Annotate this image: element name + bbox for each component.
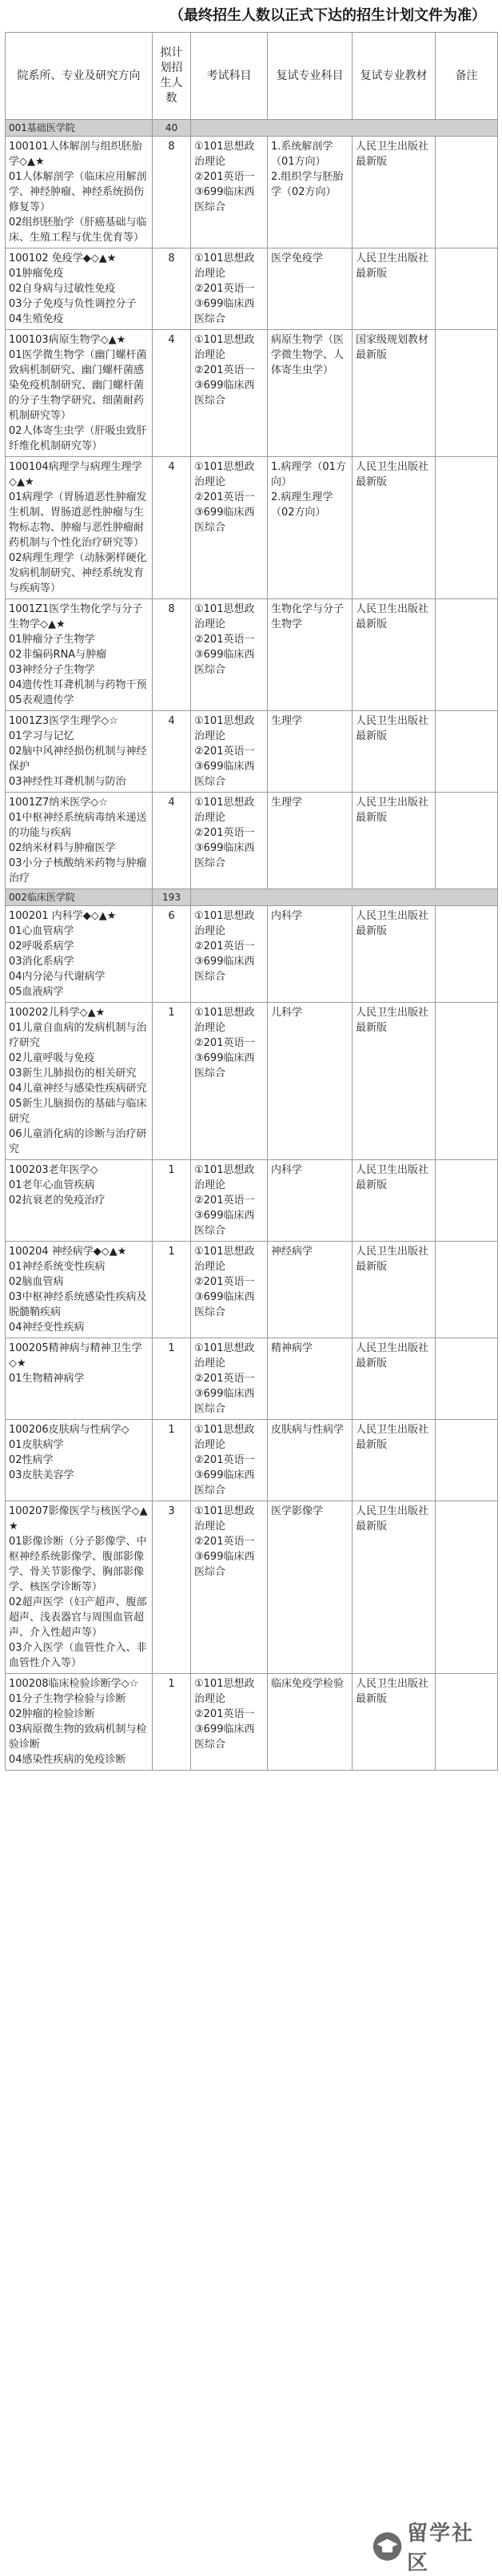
plan-cell: 1 [153,1003,191,1160]
direction-cell-line: 03小分子核酸纳米药物与肿瘤治疗 [9,857,147,885]
exam-cell [191,711,268,793]
direction-cell-line: 04神经变性疾病 [9,1322,85,1334]
direction-cell-line: 01生物精神病学 [9,1373,85,1385]
exam-cell-line: ②201英语一 [194,827,255,839]
retest-cell [268,248,353,330]
direction-cell-line: 01心血管病学 [9,925,74,937]
retest-cell-line: 医学免疫学 [271,252,324,264]
exam-cell-line: ③699临床西医综合 [194,298,255,325]
direction-cell-line: 04感染性疾病的免疫诊断 [9,1754,126,1766]
direction-cell [6,1674,153,1771]
header-plan: 拟计划招生人数 [153,33,191,120]
exam-cell-line: ③699临床西医综合 [194,649,255,676]
direction-cell-line: 01中枢神经系统病毒纳米递送的功能与疾病 [9,812,147,839]
exam-cell [191,793,268,889]
retest-cell-line: 儿科学 [271,1007,303,1019]
remarks-cell [436,330,498,457]
exam-cell [191,1420,268,1501]
exam-cell-line: ①101思想政治理论 [194,603,255,630]
direction-cell-line: 02性病学 [9,1454,54,1466]
header-remarks: 备注 [436,33,498,120]
exam-cell-line: ①101思想政治理论 [194,1342,255,1369]
direction-cell-line: 1001Z7纳米医学◇☆ [9,797,108,809]
exam-cell-line: ①101思想政治理论 [194,1678,255,1705]
exam-cell [191,248,268,330]
exam-cell-line: ③699临床西医综合 [194,1551,255,1578]
retest-cell-line: 皮肤病与性病学 [271,1424,345,1436]
plan-cell: 1 [153,1160,191,1242]
major-row [6,1338,498,1420]
direction-cell-line: 05表观遗传学 [9,694,74,706]
direction-cell-line: 03介入医学（血管性介入、非血管性介入等） [9,1642,147,1669]
watermark-text: 留学社区 [407,2522,475,2575]
watermark [371,2522,491,2575]
major-row [6,711,498,793]
exam-cell-line: ③699临床西医综合 [194,507,255,534]
notice-text: （最终招生人数以正式下达的招生计划文件为准） [169,7,486,24]
direction-cell-line: 01医学微生物学（幽门螺杆菌致病机制研究、幽门螺杆菌感染免疫机制研究、幽门螺杆菌的分子生物学研究、细菌耐药机制研究等） [9,349,147,422]
direction-cell-line: 01分子生物学检验与诊断 [9,1693,126,1705]
remarks-cell [436,248,498,330]
direction-cell-line: 03新生儿肺损伤的相关研究 [9,1067,137,1079]
plan-cell: 4 [153,330,191,457]
retest-cell [268,1674,353,1771]
exam-cell-line: ③699临床西医综合 [194,1388,255,1415]
header-retest: 复试专业科目 [268,33,353,120]
direction-cell [6,599,153,711]
exam-cell-line: ①101思想政治理论 [194,461,255,488]
retest-cell [268,330,353,457]
direction-cell [6,330,153,457]
exam-cell [191,137,268,248]
exam-cell-line: ③699临床西医综合 [194,1723,255,1751]
textbook-cell: 国家级规划教材最新版 [353,330,436,457]
direction-cell [6,1160,153,1242]
exam-cell-line: ①101思想政治理论 [194,1007,255,1034]
textbook-cell: 人民卫生出版社最新版 [353,248,436,330]
textbook-cell: 人民卫生出版社最新版 [353,1420,436,1501]
plan-cell: 1 [153,1420,191,1501]
direction-cell [6,1003,153,1160]
retest-cell-line: 2.组织学与胚胎学（02方向） [271,171,344,198]
college-name: 001基础医学院 [6,120,153,137]
plan-cell: 1 [153,1674,191,1771]
major-row [6,906,498,1003]
direction-cell [6,1338,153,1420]
remarks-cell [436,1003,498,1160]
plan-cell: 8 [153,599,191,711]
remarks-cell [436,1674,498,1771]
direction-cell-line: 06儿童消化病的诊断与治疗研究 [9,1128,147,1155]
exam-cell-line: ②201英语一 [194,1037,255,1049]
exam-cell [191,1501,268,1674]
direction-cell-line: 02组织胚胎学（肝癌基础与临床、生殖工程与优生优育等） [9,217,147,244]
retest-cell-line: 1.系统解剖学（01方向） [271,141,333,168]
direction-cell-line: 100201 内科学◆◇▲★ [9,910,117,922]
retest-cell [268,1160,353,1242]
plan-cell: 3 [153,1501,191,1674]
direction-cell-line: 100101人体解剖与组织胚胎学◇▲★ [9,141,142,168]
admission-table [5,32,498,1771]
direction-cell-line: 03病原微生物的致病机制与检验诊断 [9,1723,147,1751]
exam-cell-line: ②201英语一 [194,1276,255,1288]
exam-cell-line: ②201英语一 [194,1454,255,1466]
direction-cell-line: 02儿童呼吸与免疫 [9,1052,95,1064]
exam-cell [191,1338,268,1420]
retest-cell-line: 临床免疫学检验 [271,1678,345,1690]
plan-cell: 1 [153,1242,191,1338]
retest-cell-line: 神经病学 [271,1246,313,1258]
retest-cell-line: 内科学 [271,1164,303,1176]
direction-cell [6,906,153,1003]
retest-cell [268,793,353,889]
direction-cell-line: 02非编码RNA与肿瘤 [9,649,107,661]
direction-cell-line: 01肿瘤免疫 [9,268,64,280]
textbook-cell: 人民卫生出版社最新版 [353,1501,436,1674]
direction-cell-line: 100207影像医学与核医学◇▲★ [9,1505,148,1532]
major-row [6,793,498,889]
retest-cell [268,1338,353,1420]
retest-cell [268,906,353,1003]
exam-cell-line: ②201英语一 [194,1708,255,1720]
exam-cell [191,457,268,599]
direction-cell-line: 01皮肤病学 [9,1439,64,1451]
exam-cell-line: ①101思想政治理论 [194,334,255,361]
direction-cell-line: 01学习与记忆 [9,730,74,742]
direction-cell-line: 100104病理学与病理生理学◇▲★ [9,461,142,488]
direction-cell-line: 02肿瘤的检验诊断 [9,1708,95,1720]
exam-cell-line: ②201英语一 [194,283,255,295]
exam-cell-line: ②201英语一 [194,1373,255,1385]
direction-cell-line: 100102 免疫学◆◇▲★ [9,252,117,264]
direction-cell-line: 100204 神经病学◆◇▲★ [9,1246,127,1258]
direction-cell [6,1501,153,1674]
direction-cell-line: 02纳米材料与肿瘤医学 [9,842,116,854]
direction-cell-line: 05血液病学 [9,986,64,998]
college-plan: 40 [153,120,191,137]
major-row [6,1674,498,1771]
exam-cell-line: ②201英语一 [194,940,255,952]
major-row [6,1501,498,1674]
major-row [6,1420,498,1501]
exam-cell-line: ②201英语一 [194,1195,255,1207]
textbook-cell: 人民卫生出版社最新版 [353,1160,436,1242]
direction-cell-line: 03神经性耳聋机制与防治 [9,776,126,788]
remarks-cell [436,1242,498,1338]
direction-cell-line: 01肿瘤分子生物学 [9,634,95,646]
direction-cell-line: 02脑中风神经损伤机制与神经保护 [9,745,147,773]
retest-cell-line: 病原生物学（医学微生物学、人体寄生虫学） [271,334,345,376]
direction-cell-line: 100208临床检验诊断学◇☆ [9,1678,139,1690]
direction-cell-line: 100203老年医学◇ [9,1164,98,1176]
direction-cell-line: 02抗衰老的免疫治疗 [9,1195,106,1207]
exam-cell [191,906,268,1003]
textbook-cell: 人民卫生出版社最新版 [353,1242,436,1338]
exam-cell-line: ②201英语一 [194,171,255,183]
remarks-cell [436,457,498,599]
remarks-cell [436,793,498,889]
exam-cell-line: ③699临床西医综合 [194,1291,255,1318]
exam-cell-line: ①101思想政治理论 [194,141,255,168]
direction-cell [6,1242,153,1338]
major-row [6,1003,498,1160]
major-row [6,457,498,599]
cap-logo-icon [371,2529,404,2564]
remarks-cell [436,1501,498,1674]
major-row [6,330,498,457]
direction-cell [6,137,153,248]
textbook-cell: 人民卫生出版社最新版 [353,793,436,889]
direction-cell [6,711,153,793]
remarks-cell [436,1338,498,1420]
textbook-cell: 人民卫生出版社最新版 [353,457,436,599]
direction-cell-line: 04内分泌与代谢病学 [9,971,106,983]
plan-cell: 6 [153,906,191,1003]
exam-cell-line: ②201英语一 [194,1536,255,1548]
direction-cell-line: 100205精神病与精神卫生学◇★ [9,1342,142,1369]
textbook-cell: 人民卫生出版社最新版 [353,1338,436,1420]
direction-cell-line: 03中枢神经系统感染性疾病及脱髓鞘疾病 [9,1291,147,1318]
textbook-cell: 人民卫生出版社最新版 [353,137,436,248]
exam-cell-line: ③699临床西医综合 [194,761,255,788]
retest-cell [268,1242,353,1338]
plan-cell: 4 [153,711,191,793]
direction-cell-line: 100103病原生物学◇▲★ [9,334,126,346]
exam-cell [191,330,268,457]
direction-cell-line: 01影像诊断（分子影像学、中枢神经系统影像学、腹部影像学、骨关节影像学、胸部影像学、核医学诊断等） [9,1536,147,1593]
direction-cell-line: 02病理生理学（动脉粥样硬化发病机制研究、神经系统发育与疾病等） [9,552,147,594]
exam-cell-line: ③699临床西医综合 [194,1469,255,1497]
exam-cell-line: ①101思想政治理论 [194,252,255,280]
direction-cell-line: 04生殖免疫 [9,313,64,325]
major-row [6,137,498,248]
retest-cell [268,711,353,793]
direction-cell-line: 03分子免疫与负性调控分子 [9,298,137,310]
remarks-cell [436,906,498,1003]
plan-cell: 1 [153,1338,191,1420]
retest-cell-line: 生理学 [271,715,303,727]
exam-cell-line: ①101思想政治理论 [194,1246,255,1273]
retest-cell-line: 生物化学与分子生物学 [271,603,345,630]
retest-cell [268,1501,353,1674]
college-fill [191,889,498,906]
plan-cell: 4 [153,457,191,599]
major-row [6,248,498,330]
direction-cell-line: 01老年心血管疾病 [9,1179,95,1191]
direction-cell-line: 01人体解剖学（临床应用解剖学、神经肿瘤、神经系统损伤修复等） [9,171,147,213]
textbook-cell: 人民卫生出版社最新版 [353,711,436,793]
exam-cell-line: ①101思想政治理论 [194,1164,255,1191]
direction-cell-line: 05新生儿脑损伤的基础与临床研究 [9,1098,147,1125]
direction-cell-line: 04遗传性耳聋机制与药物干预 [9,679,147,691]
direction-cell-line: 02超声医学（妇产超声、腹部超声、浅表器官与周围血管超声、介入性超声等） [9,1596,147,1639]
textbook-cell: 人民卫生出版社最新版 [353,906,436,1003]
direction-cell-line: 03消化系病学 [9,956,74,968]
direction-cell-line: 01病理学（胃肠道恶性肿瘤发生机制、胃肠道恶性肿瘤与生物标志物、肿瘤与恶性肿瘤耐药机制与个性化治疗研究等） [9,491,147,549]
exam-cell [191,599,268,711]
plan-cell: 8 [153,248,191,330]
retest-cell-line: 生理学 [271,797,303,809]
exam-cell-line: ③699临床西医综合 [194,380,255,407]
direction-cell-line: 1001Z1医学生物化学与分子生物学◇▲★ [9,603,143,630]
exam-cell-line: ③699临床西医综合 [194,1052,255,1079]
direction-cell-line: 02脑血管病 [9,1276,64,1288]
retest-cell-line: 1.病理学（01方向） [271,461,346,488]
remarks-cell [436,1160,498,1242]
textbook-cell: 人民卫生出版社最新版 [353,599,436,711]
direction-cell-line: 1001Z3医学生理学◇☆ [9,715,118,727]
exam-cell-line: ①101思想政治理论 [194,910,255,937]
college-plan: 193 [153,889,191,906]
college-row [6,120,498,137]
exam-cell-line: ①101思想政治理论 [194,797,255,824]
exam-cell [191,1674,268,1771]
direction-cell-line: 02呼吸系病学 [9,940,74,952]
header-textbook: 复试专业教材 [353,33,436,120]
exam-cell-line: ②201英语一 [194,491,255,503]
retest-cell [268,1420,353,1501]
exam-cell-line: ③699临床西医综合 [194,956,255,983]
retest-cell-line: 2.病理生理学（02方向） [271,491,333,519]
header-row [6,33,498,120]
exam-cell-line: ③699临床西医综合 [194,842,255,869]
plan-cell: 8 [153,137,191,248]
college-row [6,889,498,906]
major-row [6,1160,498,1242]
plan-cell: 4 [153,793,191,889]
textbook-cell: 人民卫生出版社最新版 [353,1003,436,1160]
direction-cell [6,248,153,330]
exam-cell-line: ①101思想政治理论 [194,715,255,742]
direction-cell [6,457,153,599]
header-direction: 院系所、专业及研究方向 [6,33,153,120]
exam-cell-line: ③699临床西医综合 [194,186,255,213]
exam-cell-line: ③699临床西医综合 [194,1210,255,1237]
direction-cell-line: 02人体寄生虫学（肝吸虫致肝纤维化机制研究等） [9,425,147,452]
retest-cell [268,457,353,599]
direction-cell-line: 03皮肤美容学 [9,1469,74,1481]
retest-cell-line: 精神病学 [271,1342,313,1354]
header-exam: 考试科目 [191,33,268,120]
major-row [6,1242,498,1338]
remarks-cell [436,1420,498,1501]
exam-cell-line: ①101思想政治理论 [194,1505,255,1532]
exam-cell-line: ②201英语一 [194,634,255,646]
retest-cell [268,137,353,248]
direction-cell-line: 100202儿科学◇▲★ [9,1007,106,1019]
direction-cell-line: 02自身病与过敏性免疫 [9,283,116,295]
retest-cell-line: 内科学 [271,910,303,922]
college-fill [191,120,498,137]
exam-cell-line: ①101思想政治理论 [194,1424,255,1451]
exam-cell [191,1242,268,1338]
exam-cell [191,1160,268,1242]
direction-cell-line: 04儿童神经与感染性疾病研究 [9,1083,147,1095]
exam-cell-line: ②201英语一 [194,745,255,757]
direction-cell-line: 100206皮肤病与性病学◇ [9,1424,129,1436]
remarks-cell [436,599,498,711]
exam-cell [191,1003,268,1160]
textbook-cell: 人民卫生出版社最新版 [353,1674,436,1771]
remarks-cell [436,711,498,793]
retest-cell-line: 医学影像学 [271,1505,324,1517]
college-name: 002临床医学院 [6,889,153,906]
direction-cell [6,793,153,889]
retest-cell [268,1003,353,1160]
major-row [6,599,498,711]
exam-cell-line: ②201英语一 [194,364,255,376]
direction-cell-line: 01儿童自血病的发病机制与治疗研究 [9,1022,147,1049]
direction-cell-line: 03神经分子生物学 [9,664,95,676]
remarks-cell [436,137,498,248]
direction-cell [6,1420,153,1501]
retest-cell [268,599,353,711]
direction-cell-line: 01神经系统变性疾病 [9,1261,106,1273]
